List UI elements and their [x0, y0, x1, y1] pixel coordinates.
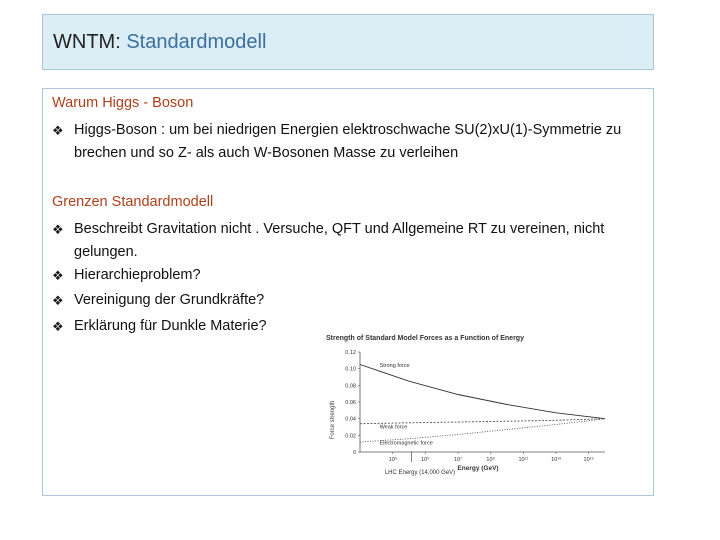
series-line-strong-force: [360, 365, 605, 419]
diamond-bullet-icon: ❖: [52, 123, 64, 138]
series-label: Strong force: [379, 363, 410, 369]
bullet-text: Vereinigung der Grundkräfte?: [74, 292, 265, 308]
bullet-text: Higgs-Boson : um bei niedrigen Energien elektroschwache SU(2)xU(1)-Symmetrie zu brechen und so Z- als auch W-Bosonen Masse zu verleihen: [74, 122, 622, 161]
diamond-bullet-icon: ❖: [52, 268, 64, 283]
series-label: Electromagnetic force: [379, 440, 433, 447]
y-tick-label: 0.10: [345, 366, 356, 373]
slide-title: [53, 31, 266, 54]
section-heading-limits: Grenzen Standardmodell: [52, 194, 214, 210]
lhc-annotation: LHC Energy (14,000 GeV): [384, 470, 456, 476]
diamond-bullet-icon: ❖: [52, 293, 64, 308]
slide-title-prefix: WNTM:: [53, 31, 121, 53]
force-strength-chart: [320, 330, 620, 490]
slide-title-box: [42, 14, 654, 70]
bullet-hierarchy: [52, 264, 642, 287]
bullet-gravitation: [52, 218, 642, 264]
x-tick-label: 10⁹: [486, 457, 495, 463]
series-label: Weak force: [379, 424, 408, 431]
diamond-bullet-icon: ❖: [52, 319, 64, 334]
y-tick-label: 0.06: [345, 400, 356, 406]
y-tick-label: 0: [352, 450, 356, 456]
section-heading-higgs: Warum Higgs - Boson: [52, 95, 194, 111]
bullet-text: Hierarchieproblem?: [74, 267, 201, 283]
x-tick-label: 10¹³: [551, 457, 561, 463]
bullet-text: Beschreibt Gravitation nicht . Versuche, QFT und Allgemeine RT zu vereinen, nicht gelungen.: [74, 221, 605, 260]
x-tick-label: 10¹⁵: [583, 457, 594, 463]
x-tick-label: 10¹¹: [518, 457, 529, 463]
y-tick-label: 0.12: [345, 350, 356, 356]
x-axis-label: Energy (GeV): [457, 465, 499, 472]
bullet-text: Erklärung für Dunkle Materie?: [74, 318, 267, 334]
chart-title: Strength of Standard Model Forces as a Function of Energy: [326, 335, 524, 342]
y-axis-label: Force strength: [330, 400, 336, 440]
diamond-bullet-icon: ❖: [52, 222, 64, 237]
slide-title-accent: Standardmodell: [126, 31, 267, 53]
x-tick-label: 10³: [388, 457, 397, 463]
x-tick-label: 10⁷: [453, 457, 463, 463]
bullet-higgs: [52, 119, 642, 165]
y-tick-label: 0.08: [345, 383, 356, 390]
x-tick-label: 10⁵: [421, 457, 430, 463]
y-tick-label: 0.04: [345, 416, 356, 423]
y-tick-label: 0.02: [345, 433, 356, 440]
bullet-unification: [52, 289, 642, 312]
series-line-weak-force: [360, 419, 605, 424]
